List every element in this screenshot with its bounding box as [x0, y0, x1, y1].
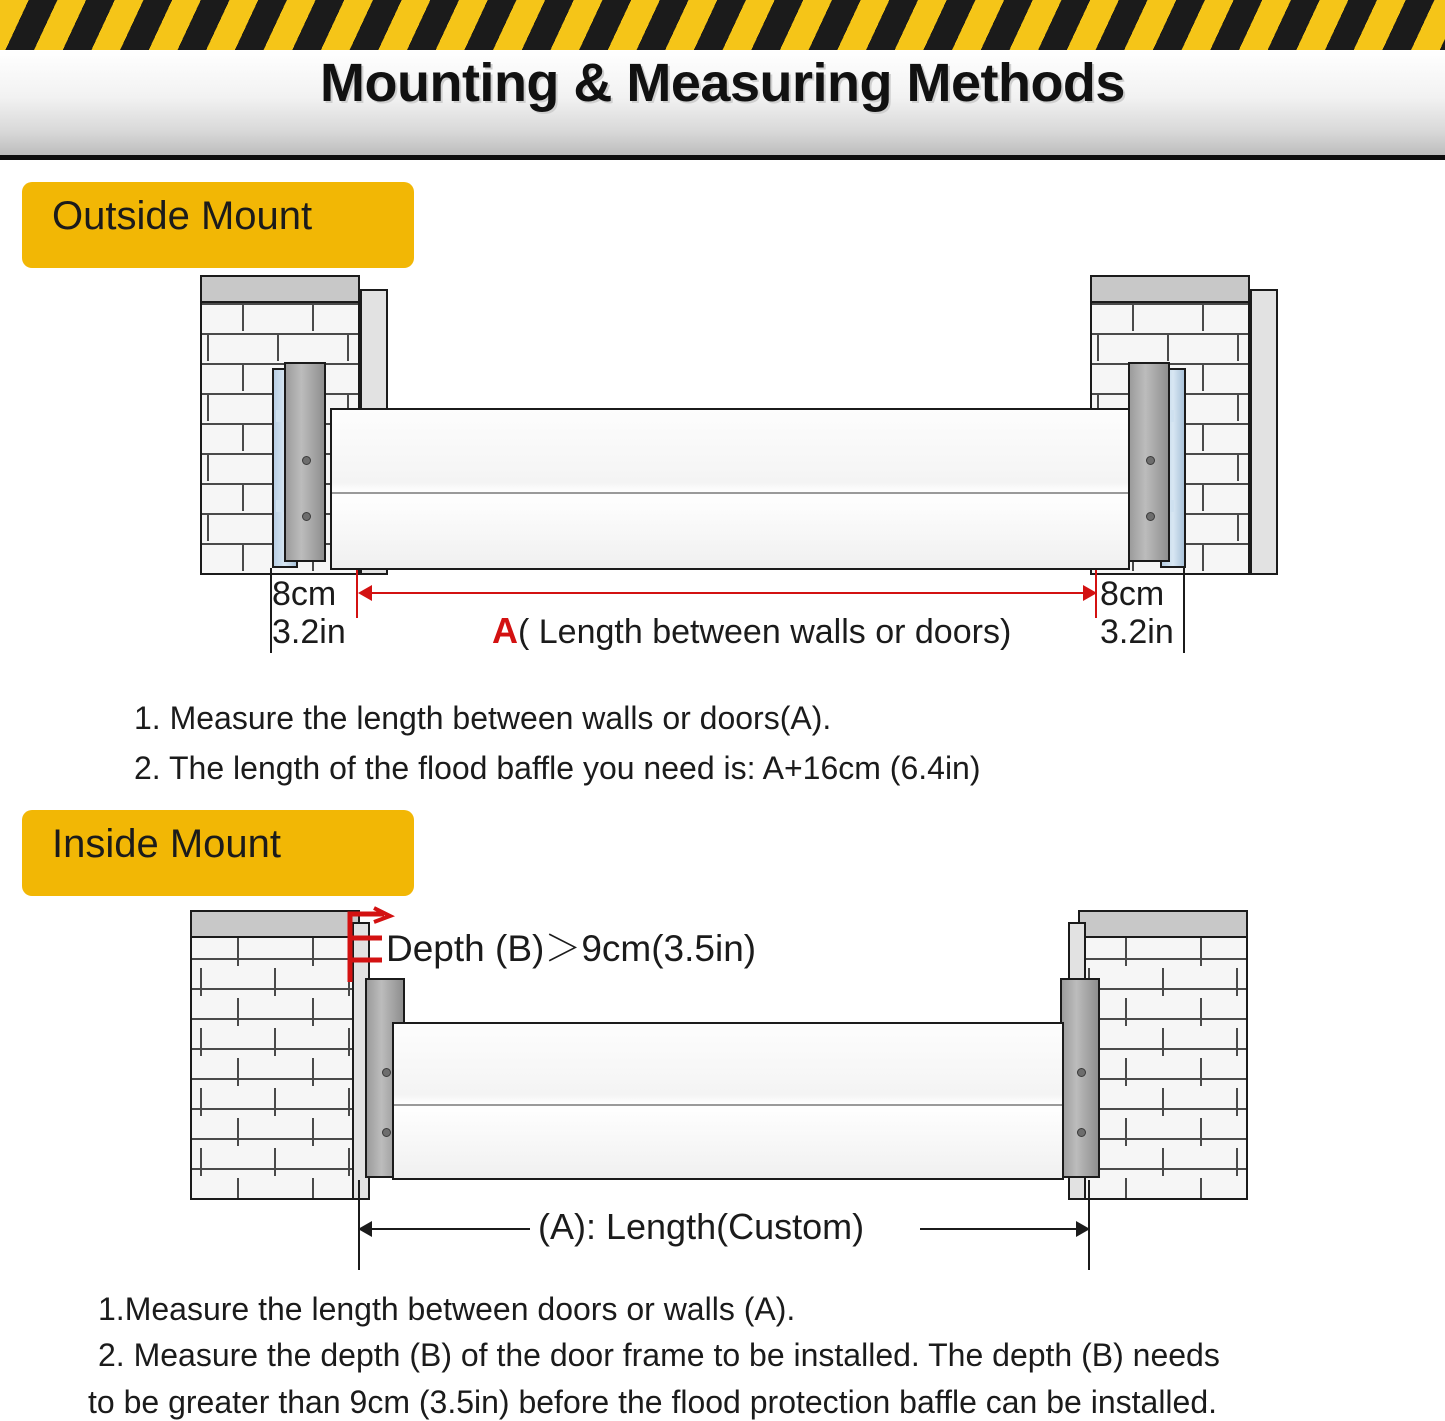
- span-description-outside: ( Length between walls or doors): [518, 613, 1012, 651]
- bracket-screw: [1077, 1128, 1086, 1137]
- bracket-screw: [382, 1068, 391, 1077]
- span-description-inside: (A): Length(Custom): [538, 1206, 865, 1247]
- pillar-top-face: [1078, 910, 1248, 938]
- span-dimension-line-inside-left: [360, 1228, 530, 1230]
- pillar-brick-body: [1078, 936, 1248, 1200]
- section-tag-inside-mount: Inside Mount: [22, 810, 414, 896]
- left-offset-in-label: 3.2in: [272, 613, 346, 651]
- inside-step-1: 1.Measure the length between doors or walls (A).: [98, 1291, 796, 1327]
- pillar-top-face: [200, 275, 360, 303]
- section-tag-outside-mount: Outside Mount: [22, 182, 414, 268]
- flood-baffle-panel-inside: [392, 1022, 1064, 1180]
- outside-step-2: 2. The length of the flood baffle you need is: A+16cm (6.4in): [134, 749, 981, 786]
- right-wall-pillar-inside: [1078, 910, 1248, 1200]
- baffle-seam: [332, 492, 1128, 494]
- left-mounting-bracket-outside: [284, 362, 326, 562]
- span-symbol-a: A: [492, 610, 518, 651]
- dim-tick-right-outer: [1183, 568, 1185, 653]
- outside-mount-steps: [134, 694, 981, 793]
- inside-step-2-line-1: 2. Measure the depth (B) of the door frame to be installed. The depth (B) needs: [98, 1337, 1220, 1374]
- bracket-screw: [382, 1128, 391, 1137]
- flood-baffle-panel-outside: [330, 408, 1130, 570]
- bracket-screw: [302, 512, 311, 521]
- pillar-brick-body: [190, 936, 360, 1200]
- bracket-screw: [302, 456, 311, 465]
- span-dimension-line-outside: [360, 592, 1095, 594]
- left-offset-cm-label: 8cm: [272, 575, 337, 613]
- baffle-seam: [394, 1104, 1062, 1106]
- pillar-top-face: [190, 910, 360, 938]
- span-dimension-line-inside-right: [920, 1228, 1088, 1230]
- right-offset-in-label: 3.2in: [1100, 613, 1174, 651]
- outside-step-1: 1. Measure the length between walls or doors(A).: [134, 700, 832, 736]
- span-arrow-right-inside: [1076, 1221, 1090, 1237]
- bracket-screw: [1146, 456, 1155, 465]
- span-arrow-left-inside: [358, 1221, 372, 1237]
- page-title: Mounting & Measuring Methods: [320, 53, 1125, 113]
- left-wall-pillar-inside: [190, 910, 360, 1200]
- inside-step-2-line-2: to be greater than 9cm (3.5in) before the flood protection baffle can be installed.: [88, 1383, 1218, 1420]
- right-mounting-bracket-inside: [1060, 978, 1100, 1178]
- pillar-top-face: [1090, 275, 1250, 303]
- right-mounting-bracket-outside: [1128, 362, 1170, 562]
- span-arrow-right: [1083, 585, 1097, 601]
- span-arrow-left: [358, 585, 372, 601]
- right-pillar-side-face-outside: [1250, 289, 1278, 575]
- bracket-screw: [1077, 1068, 1086, 1077]
- right-offset-cm-label: 8cm: [1100, 575, 1165, 613]
- bracket-screw: [1146, 512, 1155, 521]
- hazard-stripe-band: [0, 0, 1445, 53]
- depth-requirement-label: Depth (B)＞9cm(3.5in): [386, 928, 757, 969]
- inside-mount-steps: [60, 1286, 1390, 1421]
